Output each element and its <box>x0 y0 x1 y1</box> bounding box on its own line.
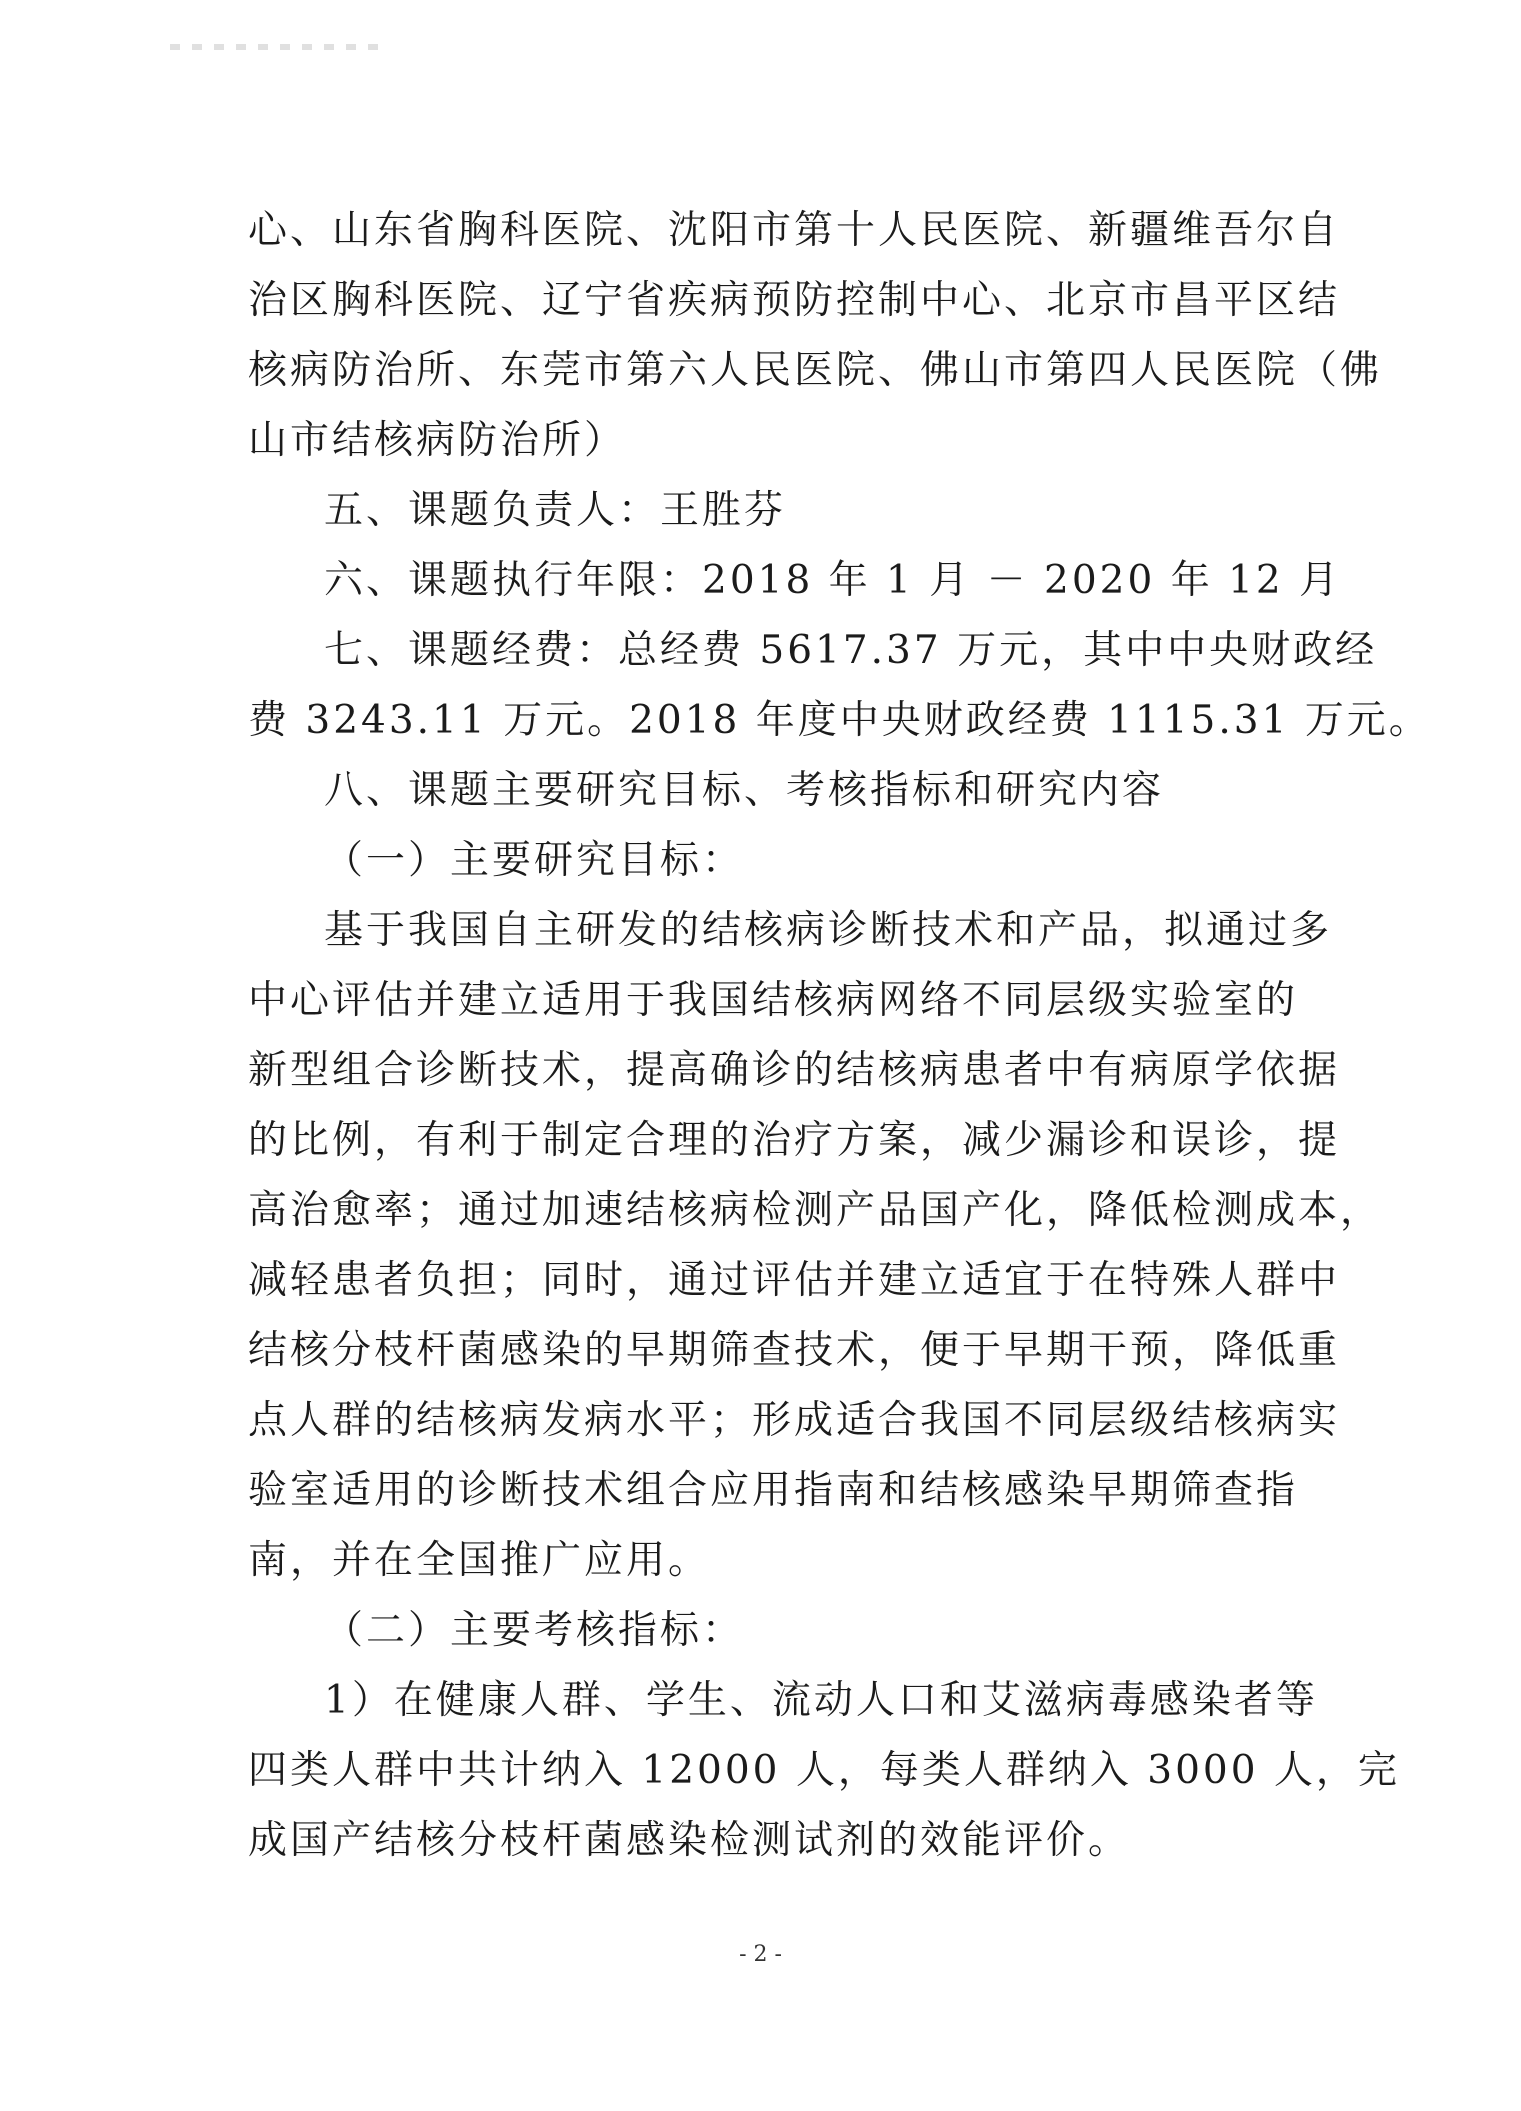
project-period: 六、课题执行年限：2018 年 1 月 － 2020 年 12 月 <box>324 558 1342 603</box>
goals-line-10: 南，并在全国推广应用。 <box>248 1538 711 1583</box>
institutions-line-1: 心、山东省胸科医院、沈阳市第十人民医院、新疆维吾尔自 <box>248 208 1341 253</box>
indicators-line-1: 1）在健康人群、学生、流动人口和艾滋病毒感染者等 <box>324 1678 1318 1723</box>
indicators-heading: （二）主要考核指标： <box>324 1608 745 1653</box>
goals-line-8: 点人群的结核病发病水平；形成适合我国不同层级结核病实 <box>248 1398 1341 1443</box>
indicators-line-2: 四类人群中共计纳入 12000 人，每类人群纳入 3000 人，完 <box>248 1748 1400 1793</box>
funding-line-1: 七、课题经费：总经费 5617.37 万元，其中中央财政经 <box>324 628 1378 673</box>
indicators-line-3: 成国产结核分枝杆菌感染检测试剂的效能评价。 <box>248 1818 1131 1863</box>
institutions-line-2: 治区胸科医院、辽宁省疾病预防控制中心、北京市昌平区结 <box>248 278 1341 323</box>
funding-line-2: 费 3243.11 万元。2018 年度中央财政经费 1115.31 万元。 <box>248 698 1431 743</box>
goals-line-6: 减轻患者负担；同时，通过评估并建立适宜于在特殊人群中 <box>248 1258 1341 1303</box>
project-leader: 五、课题负责人：王胜芬 <box>324 488 787 533</box>
section-8-heading: 八、课题主要研究目标、考核指标和研究内容 <box>324 768 1165 813</box>
document-body <box>248 196 1431 1876</box>
goals-line-9: 验室适用的诊断技术组合应用指南和结核感染早期筛查指 <box>248 1468 1299 1513</box>
goals-line-7: 结核分枝杆菌感染的早期筛查技术，便于早期干预，降低重 <box>248 1328 1341 1373</box>
scan-artifact <box>170 44 380 50</box>
page-number: - 2 - <box>739 1942 782 1967</box>
goals-line-2: 中心评估并建立适用于我国结核病网络不同层级实验室的 <box>248 978 1299 1023</box>
goals-heading: （一）主要研究目标： <box>324 838 745 883</box>
goals-line-4: 的比例，有利于制定合理的治疗方案，减少漏诊和误诊，提 <box>248 1118 1341 1163</box>
institutions-line-4: 山市结核病防治所） <box>248 418 627 463</box>
goals-line-3: 新型组合诊断技术，提高确诊的结核病患者中有病原学依据 <box>248 1048 1341 1093</box>
goals-line-5: 高治愈率；通过加速结核病检测产品国产化，降低检测成本， <box>248 1188 1383 1233</box>
institutions-line-3: 核病防治所、东莞市第六人民医院、佛山市第四人民医院（佛 <box>248 348 1383 393</box>
goals-line-1: 基于我国自主研发的结核病诊断技术和产品，拟通过多 <box>324 908 1333 953</box>
